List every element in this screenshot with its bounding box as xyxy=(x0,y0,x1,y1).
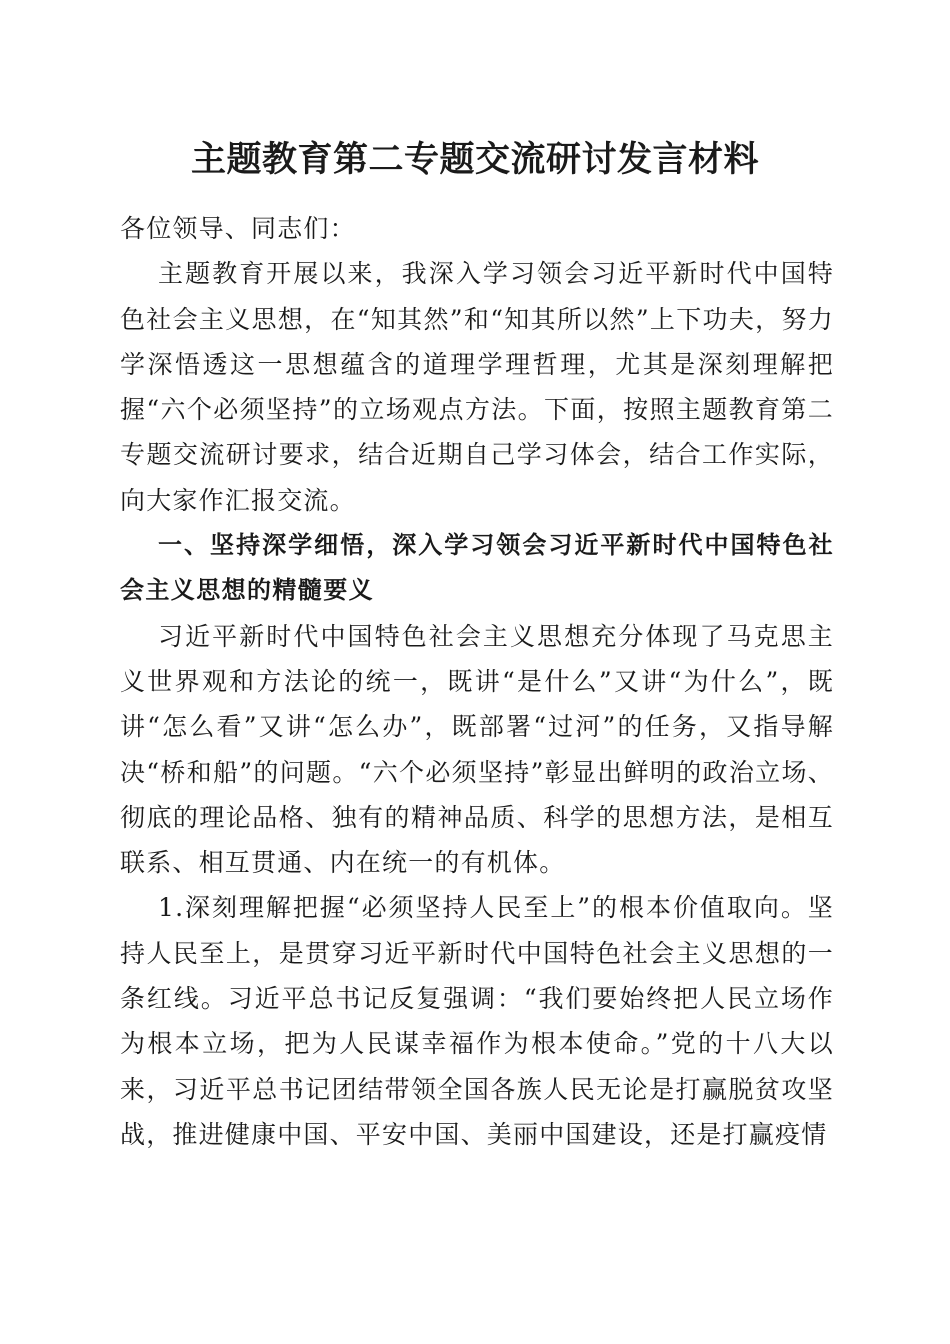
section-paragraph: 1.深刻理解把握“必须坚持人民至上”的根本价值取向。坚持人民至上，是贯穿习近平新时代中国特色社会主义思想的一条红线。习近平总书记反复强调：“我们要始终把人民立场作为根本立场，把为人民谋幸福作为根本使命。”党的十八大以来，习近平总书记团结带领全国各族人民无论是打赢脱贫攻坚战，推进健康中国、平安中国、美丽中国建设，还是打赢疫情 xyxy=(120,893,834,1149)
section-heading: 一、坚持深学细悟，深入学习领会习近平新时代中国特色社会主义思想的精髓要义 xyxy=(120,531,834,605)
greeting: 各位领导、同志们： xyxy=(120,214,356,243)
document-body xyxy=(120,206,834,1157)
intro-paragraph: 主题教育开展以来，我深入学习领会习近平新时代中国特色社会主义思想，在“知其然”和“知其所以然”上下功夫，努力学深悟透这一思想蕴含的道理学理哲理，尤其是深刻理解把握“六个必须坚持”的立场观点方法。下面，按照主题教育第二专题交流研讨要求，结合近期自己学习体会，结合工作实际，向大家作汇报交流。 xyxy=(120,259,834,515)
document-title: 主题教育第二专题交流研讨发言材料 xyxy=(190,140,759,180)
section-paragraph: 习近平新时代中国特色社会主义思想充分体现了马克思主义世界观和方法论的统一，既讲“是什么”又讲“为什么”，既讲“怎么看”又讲“怎么办”，既部署“过河”的任务，又指导解决“桥和船”的问题。“六个必须坚持”彰显出鲜明的政治立场、彻底的理论品格、独有的精神品质、科学的思想方法，是相互联系、相互贯通、内在统一的有机体。 xyxy=(120,621,834,878)
